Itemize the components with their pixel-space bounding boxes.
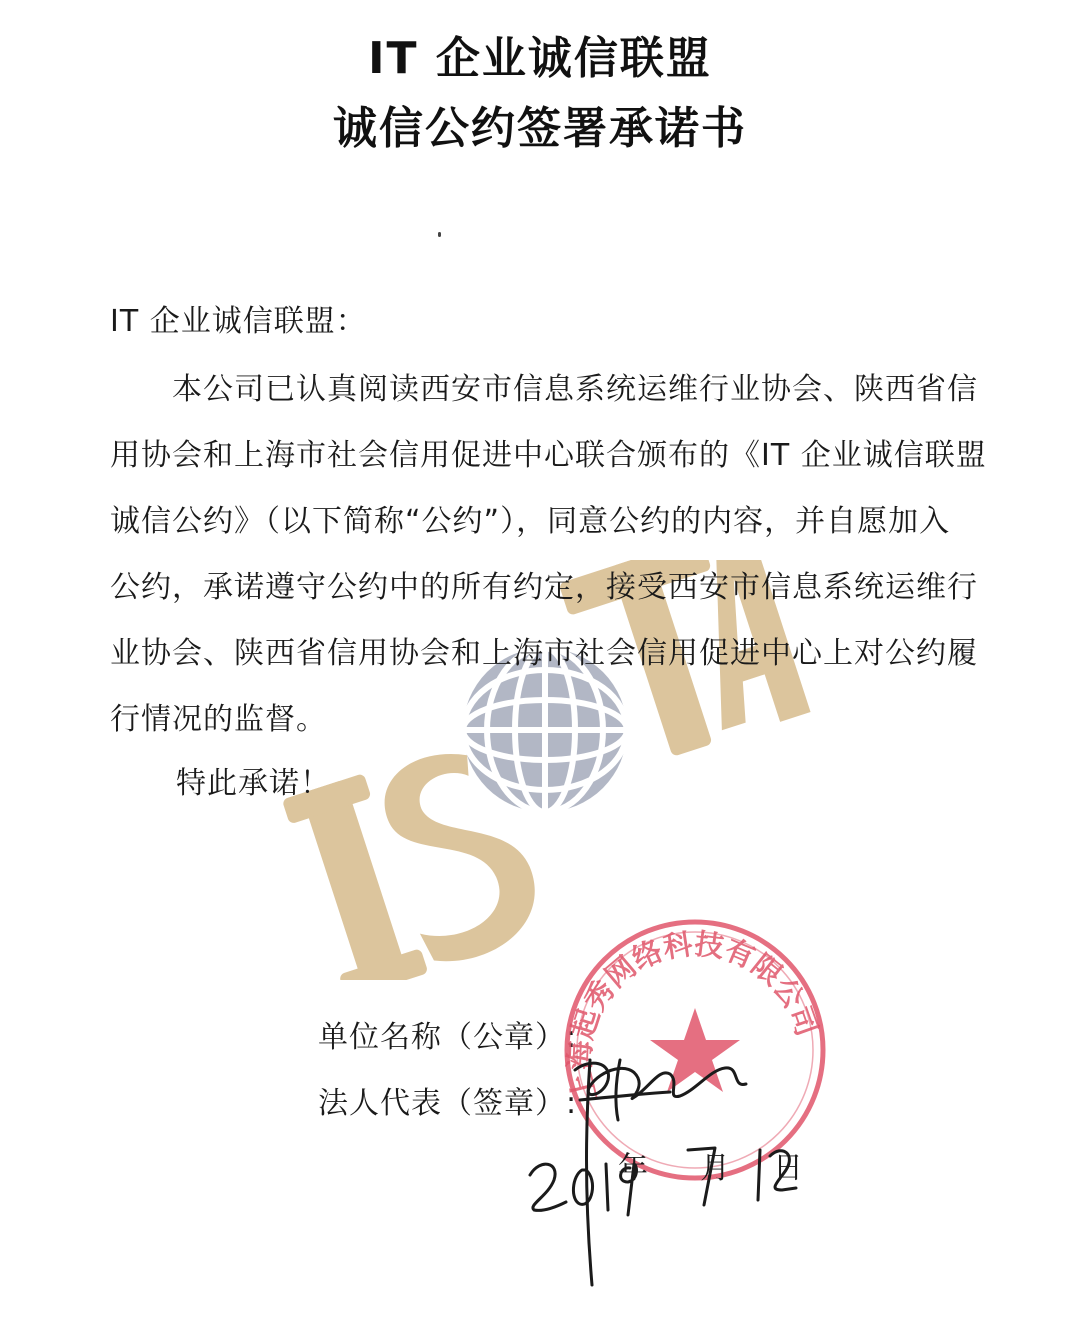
date-month-char: 月 bbox=[700, 1151, 731, 1186]
body-line-5: 业协会、陕西省信用协会和上海市社会信用促进中心上对公约履 bbox=[110, 636, 978, 671]
body-line-1: 本公司已认真阅读西安市信息系统运维行业协会、陕西省信 bbox=[172, 372, 978, 407]
date-day-char: 日 bbox=[773, 1151, 804, 1186]
scan-speck bbox=[438, 232, 441, 237]
body-line-3: 诚信公约》（以下简称“公约”），同意公约的内容，并自愿加入 bbox=[110, 504, 951, 539]
closing-statement: 特此承诺！ bbox=[176, 766, 331, 801]
unit-name-label: 单位名称（公章）: bbox=[318, 1020, 578, 1055]
body-line-6: 行情况的监督。 bbox=[110, 702, 327, 737]
title-line-2: 诚信公约签署承诺书 bbox=[333, 103, 747, 154]
salutation: IT 企业诚信联盟： bbox=[110, 304, 367, 339]
seal-text: 上海起秀网络科技有限公司 bbox=[562, 926, 825, 1105]
legal-representative-label: 法人代表（签章）: bbox=[318, 1086, 578, 1121]
date-year-char: 年 bbox=[618, 1151, 649, 1186]
body-line-4: 公约，承诺遵守公约中的所有约定，接受西安市信息系统运维行 bbox=[110, 570, 978, 605]
watermark-globe-icon bbox=[463, 648, 627, 812]
handwritten-signature-and-date bbox=[520, 1040, 840, 1290]
title-line-1: IT 企业诚信联盟 bbox=[368, 33, 712, 84]
body-line-2: 用协会和上海市社会信用促进中心联合颁布的《IT 企业诚信联盟 bbox=[110, 438, 987, 473]
